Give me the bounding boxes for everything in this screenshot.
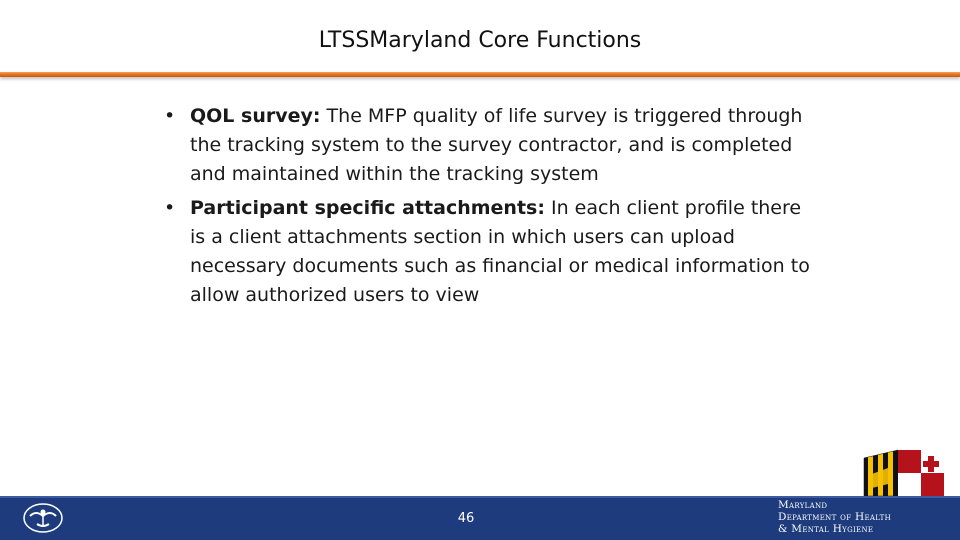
bullet-list [162, 102, 812, 315]
department-line-3: & Mental Hygiene [778, 523, 874, 535]
department-line-2: Department of Health [778, 511, 891, 523]
bullet-marker: • [164, 197, 176, 219]
bullet-item-qol-survey [162, 102, 812, 189]
bullet-term: Participant specific attachments: [190, 197, 545, 219]
bullet-item-attachments [162, 194, 812, 310]
caduceus-seal-icon [22, 502, 64, 534]
title-divider [0, 72, 960, 77]
page-number: 46 [457, 511, 475, 526]
department-line-1: Maryland [778, 499, 828, 511]
department-name [778, 499, 958, 535]
bullet-text: The MFP quality of life survey is triggered through the tracking system to the survey contractor, and is completed and maintained within the tracking system [190, 105, 803, 185]
maryland-flag-logo [858, 448, 950, 496]
bullet-text: In each client profile there is a client attachments section in which users can upload necessary documents such as financial or medical information to allow authorized users to view [190, 197, 810, 306]
bullet-marker: • [164, 105, 176, 127]
bullet-term: QOL survey: [190, 105, 321, 127]
slide-title: LTSSMaryland Core Functions [318, 28, 642, 53]
